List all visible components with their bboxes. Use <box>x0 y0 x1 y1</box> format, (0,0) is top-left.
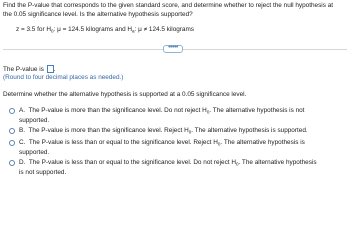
question-line-2: the 0.05 significance level. Is the alternative hypothesis supported? <box>3 11 193 18</box>
option-a-text: A. The P-value is more than the significance level. Do not reject $H_0$. The alternative hypothesis is not supported. <box>19 107 305 124</box>
question-line-1: Find the P-value that corresponds to the given standard score, and determine whether to reject the null hypothesis at <box>3 2 334 9</box>
h0-text: : μ = 124.5 kilograms and H <box>53 26 133 33</box>
radio-icon[interactable] <box>9 160 15 166</box>
rounding-note: (Round to four decimal places as needed.) <box>3 74 124 81</box>
determine-prompt: Determine whether the alternative hypothesis is supported at a 0.05 significance level. <box>3 91 247 98</box>
option-b-text: B. The P-value is more than the significance level. Reject $H_0$. The alternative hypothesis is supported. <box>19 127 308 135</box>
ellipsis-icon: ••••• <box>168 43 178 51</box>
radio-icon[interactable] <box>9 108 15 114</box>
option-d-text: D. The P-value is less than or equal to the significance level. Do not reject $H_0$. The alternative hypothesis is not supported. <box>19 159 317 176</box>
option-c-text: C. The P-value is less than or equal to the significance level. Reject $H_0$. The alternative hypothesis is supported. <box>19 139 305 156</box>
more-button[interactable] <box>163 45 183 53</box>
radio-icon[interactable] <box>9 140 15 146</box>
pvalue-input[interactable] <box>47 65 54 73</box>
ha-subscript: a <box>132 28 135 34</box>
pvalue-label: The P-value is <box>3 66 44 73</box>
ha-text: : μ ≠ 124.5 kilograms <box>134 26 194 33</box>
radio-icon[interactable] <box>9 128 15 134</box>
z-text: z = 3.5 for H <box>16 26 51 33</box>
given-hypotheses <box>16 26 194 36</box>
h0-subscript: 0 <box>51 28 54 34</box>
pvalue-line: The P-value is . <box>3 66 56 73</box>
